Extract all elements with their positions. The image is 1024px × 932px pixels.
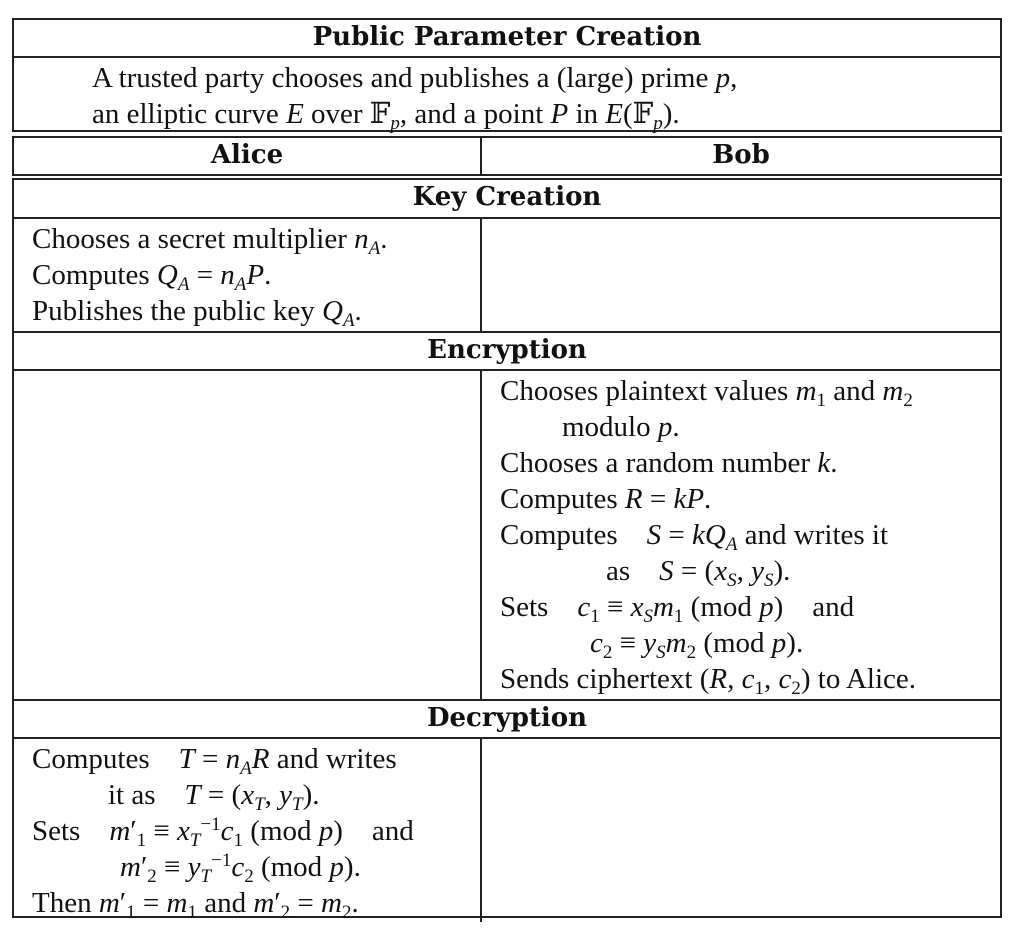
key-creation-step: Chooses a secret multiplier $n_A$. xyxy=(32,223,388,259)
encryption-step: Computes R = kP. xyxy=(500,483,712,515)
encryption-step: $c_2 \equiv y_Sm_2$ (mod p). xyxy=(590,627,804,663)
encryption-step: as $S = (x_S$, $y_S$). xyxy=(606,555,791,591)
public-parameter-line-2: an elliptic curve E over 𝔽$_p$, and a point P in E(𝔽$_p$). xyxy=(92,98,680,134)
decryption-step: Computes $T = n_AR$ and writes xyxy=(32,743,397,779)
party-header xyxy=(12,136,1002,176)
decryption-step: it as $T = (x_T$, $y_T$). xyxy=(108,779,320,815)
decryption-row xyxy=(14,739,1000,922)
key-creation-step: Publishes the public key $Q_A$. xyxy=(32,295,362,331)
decryption-step: Then $m'_1 = m_1$ and $m'_2 = m_2$. xyxy=(32,887,359,923)
key-creation-step: Computes $Q_A = n_AP$. xyxy=(32,259,272,295)
encryption-step: Chooses plaintext values $m_1$ and $m_2$ xyxy=(500,375,913,411)
encryption-bob-cell xyxy=(482,371,1000,699)
encryption-title: Encryption xyxy=(14,333,1000,371)
encryption-row xyxy=(14,371,1000,701)
decryption-alice-cell xyxy=(14,739,482,922)
public-parameter-line-1: A trusted party chooses and publishes a (large) prime p, xyxy=(92,62,738,94)
encryption-step: Sets $c_1 \equiv x_Sm_1$ (mod p) and xyxy=(500,591,855,627)
encryption-step: Computes $S = kQ_A$ and writes it xyxy=(500,519,889,555)
encryption-alice-cell xyxy=(14,371,482,699)
key-creation-bob-cell xyxy=(482,219,1000,331)
encryption-step: Sends ciphertext (R, $c_1$, $c_2$) to Alice. xyxy=(500,663,917,699)
public-parameter-title: Public Parameter Creation xyxy=(14,20,1000,58)
public-parameter-box xyxy=(12,18,1002,132)
key-creation-title: Key Creation xyxy=(14,180,1000,219)
protocol-table xyxy=(12,178,1002,923)
column-header-bob: Bob xyxy=(712,140,770,170)
decryption-step: Sets $m'_1 \equiv x_T^{-1}c_1$ (mod p) and xyxy=(32,814,414,851)
decryption-step: $m'_2 \equiv y_T^{-1}c_2$ (mod p). xyxy=(120,850,361,887)
decryption-title: Decryption xyxy=(14,701,1000,739)
key-creation-row xyxy=(14,219,1000,333)
public-parameter-text xyxy=(14,58,1000,132)
encryption-step: modulo p. xyxy=(562,411,680,443)
encryption-step: Chooses a random number k. xyxy=(500,447,838,479)
decryption-bob-cell xyxy=(482,739,1000,922)
key-creation-alice-cell xyxy=(14,219,482,331)
column-header-alice: Alice xyxy=(14,138,482,174)
